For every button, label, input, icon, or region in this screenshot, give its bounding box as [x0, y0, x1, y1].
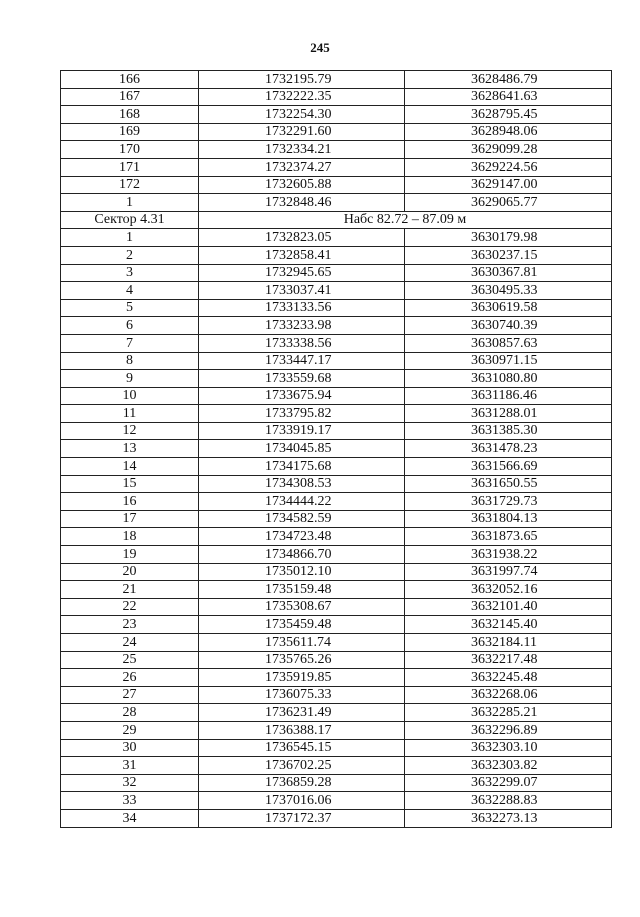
table-row — [61, 387, 612, 405]
point-number: 32 — [61, 774, 199, 792]
y-coordinate: 3631938.22 — [405, 546, 612, 564]
x-coordinate: 1737172.37 — [199, 809, 405, 827]
y-coordinate: 3630367.81 — [405, 264, 612, 282]
point-number: 3 — [61, 264, 199, 282]
x-coordinate: 1736231.49 — [199, 704, 405, 722]
x-coordinate: 1733447.17 — [199, 352, 405, 370]
y-coordinate: 3628795.45 — [405, 106, 612, 124]
point-number: 171 — [61, 158, 199, 176]
y-coordinate: 3631729.73 — [405, 493, 612, 511]
x-coordinate: 1735012.10 — [199, 563, 405, 581]
point-number: 28 — [61, 704, 199, 722]
y-coordinate: 3628486.79 — [405, 71, 612, 89]
x-coordinate: 1733338.56 — [199, 334, 405, 352]
y-coordinate: 3632288.83 — [405, 792, 612, 810]
y-coordinate: 3632145.40 — [405, 616, 612, 634]
x-coordinate: 1736859.28 — [199, 774, 405, 792]
x-coordinate: 1734045.85 — [199, 440, 405, 458]
x-coordinate: 1733233.98 — [199, 317, 405, 335]
point-number: 10 — [61, 387, 199, 405]
table-row — [61, 792, 612, 810]
point-number: 12 — [61, 422, 199, 440]
x-coordinate: 1732254.30 — [199, 106, 405, 124]
point-number: 167 — [61, 88, 199, 106]
x-coordinate: 1732605.88 — [199, 176, 405, 194]
point-number: 30 — [61, 739, 199, 757]
table-row — [61, 581, 612, 599]
y-coordinate: 3631650.55 — [405, 475, 612, 493]
x-coordinate: 1732823.05 — [199, 229, 405, 247]
x-coordinate: 1735459.48 — [199, 616, 405, 634]
y-coordinate: 3631080.80 — [405, 370, 612, 388]
point-number: 166 — [61, 71, 199, 89]
point-number: 9 — [61, 370, 199, 388]
x-coordinate: 1733133.56 — [199, 299, 405, 317]
table-row — [61, 757, 612, 775]
table-row — [61, 229, 612, 247]
x-coordinate: 1734308.53 — [199, 475, 405, 493]
y-coordinate: 3631804.13 — [405, 510, 612, 528]
y-coordinate: 3630237.15 — [405, 246, 612, 264]
table-row — [61, 598, 612, 616]
y-coordinate: 3632303.10 — [405, 739, 612, 757]
y-coordinate: 3630857.63 — [405, 334, 612, 352]
table-row — [61, 651, 612, 669]
x-coordinate: 1736545.15 — [199, 739, 405, 757]
x-coordinate: 1736075.33 — [199, 686, 405, 704]
x-coordinate: 1736388.17 — [199, 721, 405, 739]
y-coordinate: 3629099.28 — [405, 141, 612, 159]
x-coordinate: 1733675.94 — [199, 387, 405, 405]
x-coordinate: 1732374.27 — [199, 158, 405, 176]
x-coordinate: 1735611.74 — [199, 634, 405, 652]
table-row — [61, 774, 612, 792]
sector-height-range: Набс 82.72 – 87.09 м — [199, 211, 612, 229]
table-body-top — [61, 71, 612, 212]
point-number: 16 — [61, 493, 199, 511]
table-row — [61, 546, 612, 564]
point-number: 31 — [61, 757, 199, 775]
point-number: 168 — [61, 106, 199, 124]
y-coordinate: 3631478.23 — [405, 440, 612, 458]
table-row — [61, 123, 612, 141]
point-number: 24 — [61, 634, 199, 652]
point-number: 23 — [61, 616, 199, 634]
point-number: 34 — [61, 809, 199, 827]
point-number: 26 — [61, 669, 199, 687]
sector-header-row — [61, 211, 612, 229]
x-coordinate: 1734175.68 — [199, 458, 405, 476]
table-row — [61, 246, 612, 264]
point-number: 22 — [61, 598, 199, 616]
x-coordinate: 1733559.68 — [199, 370, 405, 388]
table-row — [61, 739, 612, 757]
table-row — [61, 88, 612, 106]
x-coordinate: 1732195.79 — [199, 71, 405, 89]
table-row — [61, 334, 612, 352]
point-number: 14 — [61, 458, 199, 476]
y-coordinate: 3631288.01 — [405, 405, 612, 423]
sector-label: Сектор 4.31 — [61, 211, 199, 229]
table-row — [61, 299, 612, 317]
table-row — [61, 634, 612, 652]
y-coordinate: 3632285.21 — [405, 704, 612, 722]
x-coordinate: 1732291.60 — [199, 123, 405, 141]
x-coordinate: 1736702.25 — [199, 757, 405, 775]
y-coordinate: 3632273.13 — [405, 809, 612, 827]
sector-header — [61, 211, 612, 229]
y-coordinate: 3631997.74 — [405, 563, 612, 581]
point-number: 18 — [61, 528, 199, 546]
y-coordinate: 3628948.06 — [405, 123, 612, 141]
table-row — [61, 158, 612, 176]
table-row — [61, 176, 612, 194]
table-body-sector — [61, 229, 612, 827]
x-coordinate: 1732334.21 — [199, 141, 405, 159]
y-coordinate: 3632217.48 — [405, 651, 612, 669]
table-row — [61, 317, 612, 335]
point-number: 27 — [61, 686, 199, 704]
x-coordinate: 1735308.67 — [199, 598, 405, 616]
y-coordinate: 3631186.46 — [405, 387, 612, 405]
y-coordinate: 3631873.65 — [405, 528, 612, 546]
y-coordinate: 3631385.30 — [405, 422, 612, 440]
y-coordinate: 3632052.16 — [405, 581, 612, 599]
x-coordinate: 1733919.17 — [199, 422, 405, 440]
point-number: 4 — [61, 282, 199, 300]
y-coordinate: 3632303.82 — [405, 757, 612, 775]
point-number: 19 — [61, 546, 199, 564]
point-number: 8 — [61, 352, 199, 370]
point-number: 1 — [61, 229, 199, 247]
x-coordinate: 1732858.41 — [199, 246, 405, 264]
point-number: 33 — [61, 792, 199, 810]
y-coordinate: 3632268.06 — [405, 686, 612, 704]
table-row — [61, 704, 612, 722]
point-number: 25 — [61, 651, 199, 669]
table-row — [61, 686, 612, 704]
table-row — [61, 721, 612, 739]
x-coordinate: 1732222.35 — [199, 88, 405, 106]
y-coordinate: 3632296.89 — [405, 721, 612, 739]
x-coordinate: 1734582.59 — [199, 510, 405, 528]
x-coordinate: 1737016.06 — [199, 792, 405, 810]
point-number: 2 — [61, 246, 199, 264]
x-coordinate: 1733795.82 — [199, 405, 405, 423]
page-number: 245 — [310, 40, 330, 55]
table-row — [61, 475, 612, 493]
point-number: 15 — [61, 475, 199, 493]
coordinates-table — [60, 70, 612, 828]
point-number: 7 — [61, 334, 199, 352]
y-coordinate: 3630740.39 — [405, 317, 612, 335]
table-row — [61, 440, 612, 458]
point-number: 1 — [61, 194, 199, 212]
x-coordinate: 1735919.85 — [199, 669, 405, 687]
table-row — [61, 510, 612, 528]
x-coordinate: 1733037.41 — [199, 282, 405, 300]
point-number: 29 — [61, 721, 199, 739]
table-row — [61, 370, 612, 388]
y-coordinate: 3629065.77 — [405, 194, 612, 212]
point-number: 170 — [61, 141, 199, 159]
table-row — [61, 352, 612, 370]
x-coordinate: 1734866.70 — [199, 546, 405, 564]
table-row — [61, 141, 612, 159]
y-coordinate: 3632184.11 — [405, 634, 612, 652]
table-row — [61, 563, 612, 581]
table-row — [61, 528, 612, 546]
table-row — [61, 493, 612, 511]
table-row — [61, 71, 612, 89]
y-coordinate: 3630179.98 — [405, 229, 612, 247]
x-coordinate: 1735159.48 — [199, 581, 405, 599]
y-coordinate: 3630619.58 — [405, 299, 612, 317]
table-row — [61, 458, 612, 476]
x-coordinate: 1735765.26 — [199, 651, 405, 669]
table-row — [61, 616, 612, 634]
x-coordinate: 1732848.46 — [199, 194, 405, 212]
y-coordinate: 3628641.63 — [405, 88, 612, 106]
point-number: 172 — [61, 176, 199, 194]
x-coordinate: 1734723.48 — [199, 528, 405, 546]
point-number: 169 — [61, 123, 199, 141]
y-coordinate: 3630971.15 — [405, 352, 612, 370]
table-row — [61, 669, 612, 687]
table-row — [61, 106, 612, 124]
y-coordinate: 3631566.69 — [405, 458, 612, 476]
y-coordinate: 3629147.00 — [405, 176, 612, 194]
x-coordinate: 1732945.65 — [199, 264, 405, 282]
table-row — [61, 282, 612, 300]
point-number: 21 — [61, 581, 199, 599]
point-number: 17 — [61, 510, 199, 528]
table-row — [61, 194, 612, 212]
table-row — [61, 405, 612, 423]
point-number: 5 — [61, 299, 199, 317]
y-coordinate: 3630495.33 — [405, 282, 612, 300]
y-coordinate: 3632101.40 — [405, 598, 612, 616]
point-number: 13 — [61, 440, 199, 458]
table-row — [61, 809, 612, 827]
x-coordinate: 1734444.22 — [199, 493, 405, 511]
point-number: 20 — [61, 563, 199, 581]
point-number: 6 — [61, 317, 199, 335]
table-row — [61, 422, 612, 440]
table-row — [61, 264, 612, 282]
y-coordinate: 3632245.48 — [405, 669, 612, 687]
point-number: 11 — [61, 405, 199, 423]
y-coordinate: 3632299.07 — [405, 774, 612, 792]
y-coordinate: 3629224.56 — [405, 158, 612, 176]
